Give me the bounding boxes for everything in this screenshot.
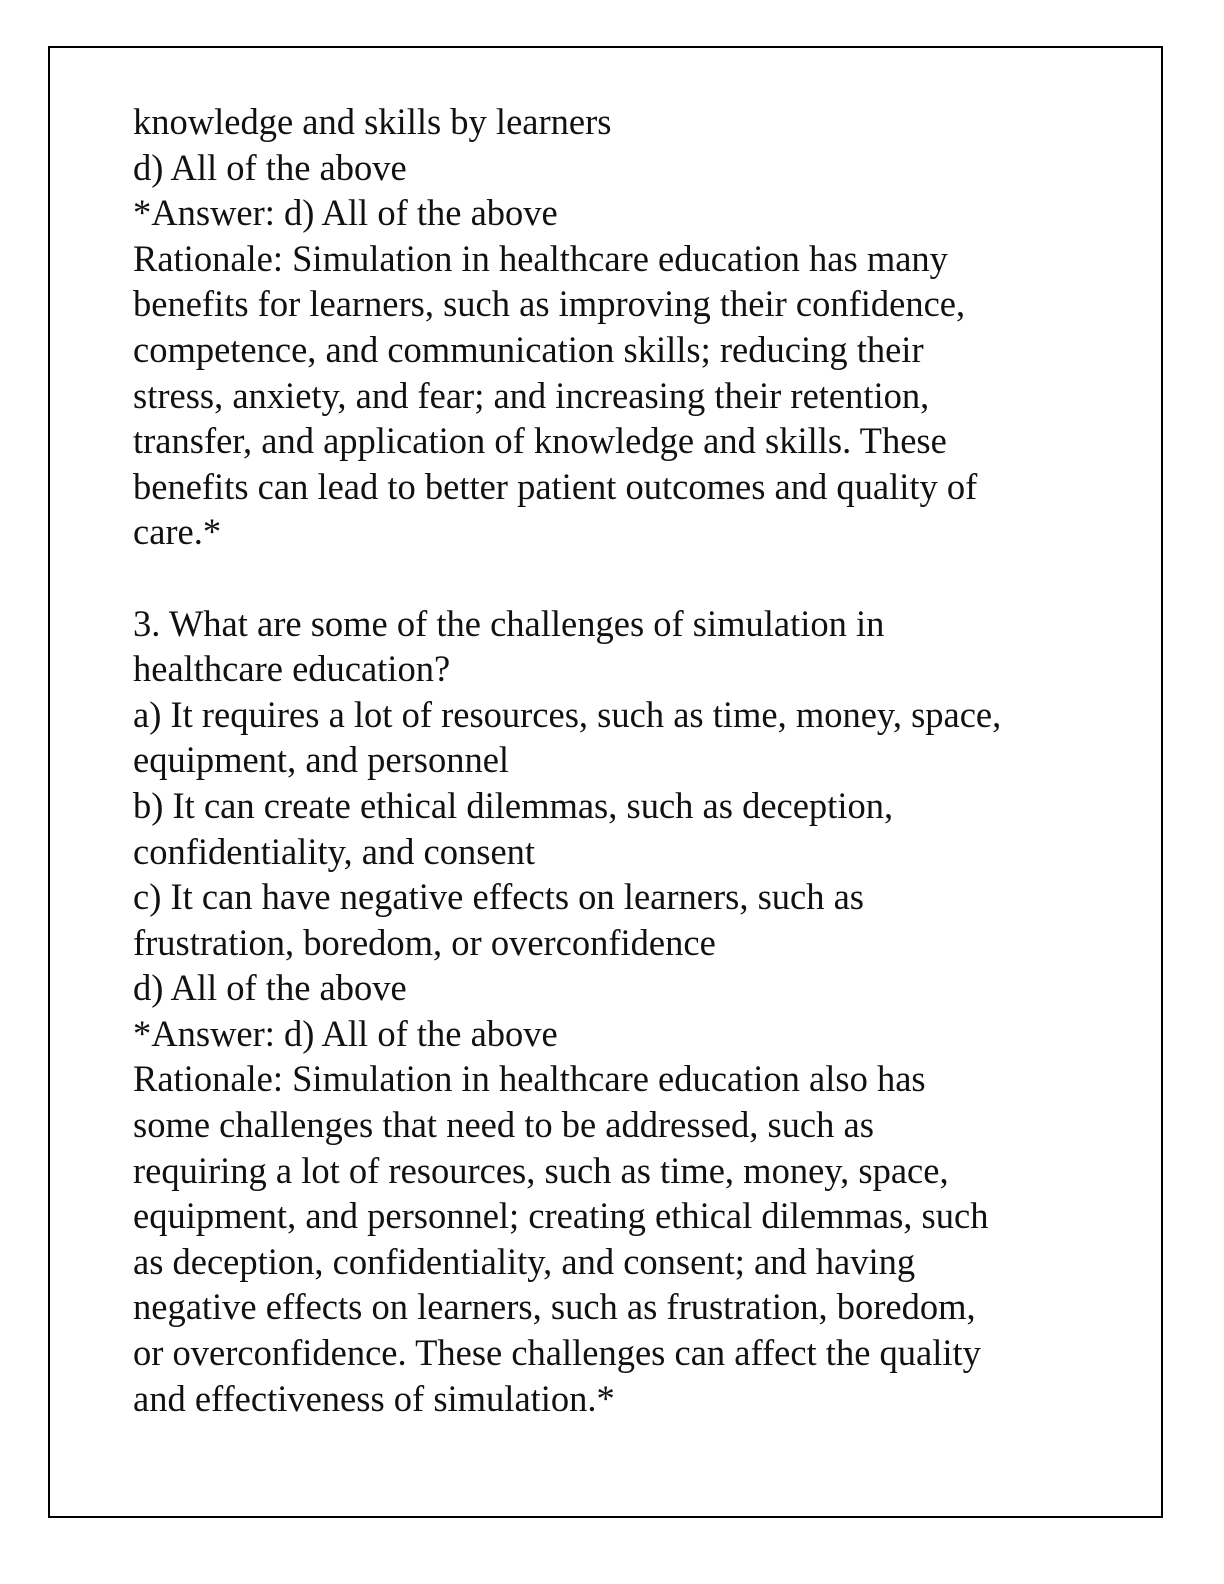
question-line: healthcare education? [133,648,451,690]
rationale-line: care.* [133,511,222,553]
option-a-line: a) It requires a lot of resources, such as time, money, space, [133,693,1002,735]
rationale-line: transfer, and application of knowledge and skills. These [133,420,947,462]
rationale-line: and effectiveness of simulation.* [133,1377,615,1419]
option-b [133,783,1133,874]
option-a-line: equipment, and personnel [133,739,510,781]
question-line: 3. What are some of the challenges of simulation in [133,602,885,644]
answer-line: *Answer: d) All of the above [133,192,558,234]
rationale-line: benefits can lead to better patient outcomes and quality of [133,465,978,507]
rationale-line: competence, and communication skills; reducing their [133,328,924,370]
rationale-line: requiring a lot of resources, such as time, money, space, [133,1149,949,1191]
rationale-paragraph [133,1056,1133,1421]
option-d: d) All of the above [133,967,407,1009]
rationale-line: benefits for learners, such as improving their confidence, [133,283,966,325]
rationale-line: or overconfidence. These challenges can affect the quality [133,1332,981,1374]
option-c-line: c) It can have negative effects on learners, such as [133,876,864,918]
option-c-line: frustration, boredom, or overconfidence [133,921,716,963]
option-c [133,874,1133,965]
answer-line: *Answer: d) All of the above [133,1012,558,1054]
rationale-line: negative effects on learners, such as frustration, boredom, [133,1286,976,1328]
rationale-line: as deception, confidentiality, and consent; and having [133,1240,916,1282]
question-3 [133,601,1133,1422]
option-a [133,692,1133,783]
question-2-continuation [133,99,1133,555]
rationale-paragraph [133,236,1133,555]
rationale-line: Rationale: Simulation in healthcare education has many [133,237,948,279]
document-body [133,99,1133,1421]
option-b-line: confidentiality, and consent [133,830,536,872]
option-c-continuation: knowledge and skills by learners [133,101,612,142]
rationale-line: equipment, and personnel; creating ethical dilemmas, such [133,1195,989,1237]
rationale-line: stress, anxiety, and fear; and increasing their retention, [133,374,930,416]
paragraph-spacer [133,555,1133,601]
rationale-line: some challenges that need to be addressed, such as [133,1104,874,1146]
option-d: d) All of the above [133,146,407,188]
question-3-text [133,601,1133,692]
option-b-line: b) It can create ethical dilemmas, such as deception, [133,784,894,826]
rationale-line: Rationale: Simulation in healthcare education also has [133,1058,926,1100]
